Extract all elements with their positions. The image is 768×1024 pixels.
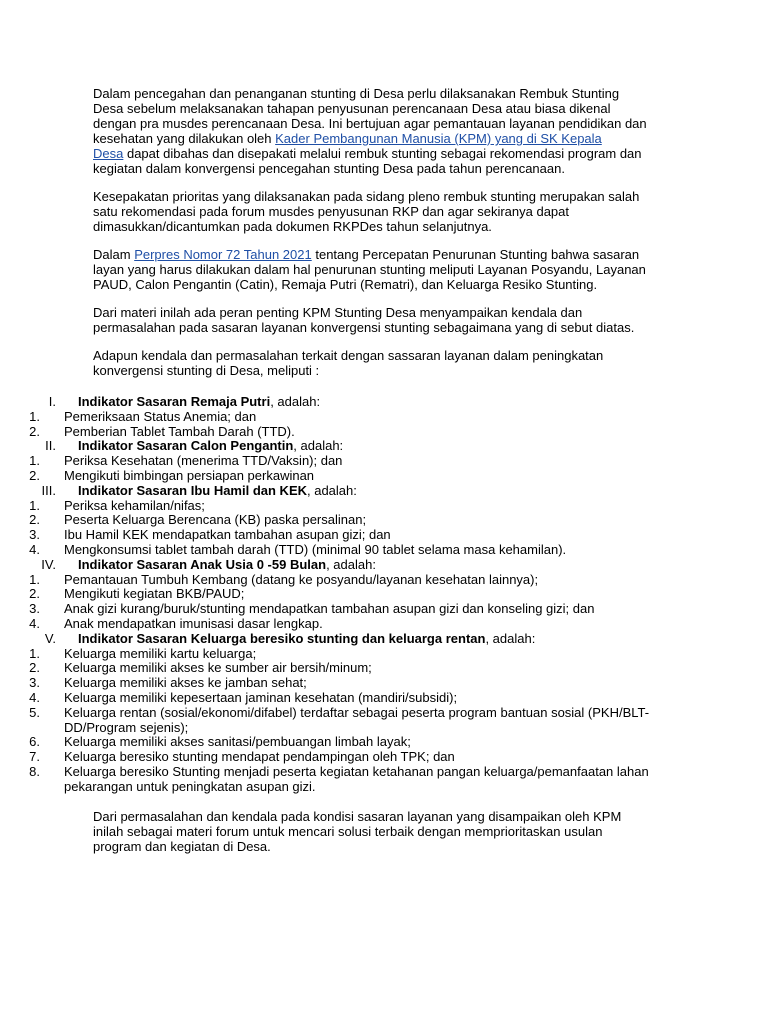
list-item-text: Ibu Hamil KEK mendapatkan tambahan asupan gizi; dan	[64, 527, 391, 543]
list-item-number: 4.	[29, 689, 40, 705]
list-item-text: Keluarga memiliki kepesertaan jaminan kesehatan (mandiri/subsidi);	[64, 689, 458, 705]
section-suffix: , adalah:	[307, 482, 357, 498]
section-title-line	[78, 632, 535, 647]
section-heading	[0, 632, 700, 647]
section-title-line	[78, 395, 320, 410]
paragraph-perpres-text-b: tentang Percepatan Penurunan Stunting bahwa sasaran layan yang harus dilakukan dalam hal penurunan stunting meliputi Layanan Posyandu, Layanan PAUD, Calon Pengantin (Catin), Remaja Putri (Rematri), dan Keluarga Resiko Stunting.	[93, 247, 646, 292]
list-item	[0, 750, 700, 765]
section-numeral: III.	[41, 482, 56, 498]
list-item-number: 4.	[29, 541, 40, 557]
list-item-number: 3.	[29, 527, 40, 543]
list-item-number: 3.	[29, 675, 40, 691]
section-title: Indikator Sasaran Remaja Putri	[78, 394, 271, 409]
section-title: Indikator Sasaran Calon Pengantin	[78, 438, 294, 454]
paragraph-perpres-text-a: Dalam	[93, 247, 135, 262]
list-item-number: 6.	[29, 734, 40, 750]
list-item-text: Pemantauan Tumbuh Kembang (datang ke posyandu/layanan kesehatan lainnya);	[64, 571, 539, 587]
list-item-text: Keluarga memiliki kartu keluarga;	[64, 645, 257, 661]
section-numeral: I.	[48, 394, 56, 409]
list-item	[0, 587, 700, 602]
list-item-number: 7.	[29, 749, 40, 765]
paragraph-intro-text-a: Dalam pencegahan dan penanganan stunting di Desa perlu dilaksanakan Rembuk Stunting Desa sebelum melaksanakan tahapan penyusunan perencanaan Desa atau biasa dikenal dengan pra musdes perencanaan Desa. Ini bertujuan agar pemantauan layanan pendidikan dan kesehatan yang dilakukan oleh	[93, 86, 647, 146]
section-heading	[0, 395, 700, 410]
section-title: Indikator Sasaran Ibu Hamil dan KEK	[78, 482, 307, 498]
paragraph-kpm-role: Dari materi inilah ada peran penting KPM Stunting Desa menyampaikan kendala dan permasalahan pada sasaran layanan konvergensi stunting sebagaimana yang di sebut diatas.	[93, 305, 635, 335]
paragraph-kendala: Adapun kendala dan permasalahan terkait dengan sassaran layanan dalam peningkatan konvergensi stunting di Desa, meliputi :	[93, 348, 604, 378]
list-item-number: 2.	[29, 423, 40, 439]
list-item-text: Keluarga memiliki akses ke sumber air bersih/minum;	[64, 660, 372, 676]
section-title: Indikator Sasaran Anak Usia 0 -59 Bulan	[78, 556, 327, 572]
list-item-text: Pemberian Tablet Tambah Darah (TTD).	[64, 423, 295, 439]
list-item	[0, 602, 700, 617]
list-item-text: Keluarga beresiko stunting mendapat pendampingan oleh TPK; dan	[64, 749, 455, 765]
list-item-text: Mengikuti bimbingan persiapan perkawinan	[64, 467, 315, 483]
paragraph-conclusion: Dari permasalahan dan kendala pada kondisi sasaran layanan yang disampaikan oleh KPM inilah sebagai materi forum untuk mencari solusi terbaik dengan memprioritaskan usulan program dan kegiatan di Desa.	[93, 809, 622, 854]
list-item-number: 2.	[29, 660, 40, 676]
list-item	[0, 499, 700, 514]
list-item	[0, 410, 700, 425]
section-numeral: V.	[44, 630, 56, 646]
section-suffix: , adalah:	[326, 556, 376, 572]
list-item-number: 2.	[29, 467, 40, 483]
list-item	[0, 647, 700, 662]
kpm-link[interactable]: Kader Pembangunan Manusia (KPM) yang di SK Kepala Desa	[93, 131, 602, 161]
list-item-number: 1.	[29, 571, 40, 587]
list-item-text: Pemeriksaan Status Anemia; dan	[64, 408, 257, 424]
section-title-line	[78, 439, 343, 454]
list-item	[0, 513, 700, 528]
list-item-number: 1.	[29, 645, 40, 661]
section-title-line	[78, 484, 357, 499]
list-item-number: 1.	[29, 497, 40, 513]
indicator-list	[0, 395, 700, 795]
list-item	[0, 706, 700, 736]
section-title-line	[78, 558, 376, 573]
list-item-text: Peserta Keluarga Berencana (KB) paska persalinan;	[64, 512, 367, 528]
list-item-text: Anak mendapatkan imunisasi dasar lengkap.	[64, 615, 323, 631]
list-item	[0, 543, 700, 558]
list-item	[0, 469, 700, 484]
section-suffix: , adalah:	[293, 438, 344, 454]
list-item	[0, 425, 700, 440]
list-item	[0, 765, 700, 795]
list-item-text: Anak gizi kurang/buruk/stunting mendapatkan tambahan asupan gizi dan konseling gizi; dan	[64, 601, 595, 617]
section-suffix: , adalah:	[485, 630, 536, 646]
list-item-number: 1.	[29, 408, 40, 424]
list-item	[0, 617, 700, 632]
list-item-text: Keluarga memiliki akses ke jamban sehat;	[64, 675, 307, 691]
list-item-text: Keluarga rentan (sosial/ekonomi/difabel) terdaftar sebagai peserta program bantuan sosial (PKH/BLT-DD/Program sejenis);	[64, 704, 650, 735]
list-item-text: Keluarga memiliki akses sanitasi/pembuangan limbah layak;	[64, 734, 411, 750]
section-heading	[0, 439, 700, 454]
list-item	[0, 573, 700, 588]
list-item	[0, 691, 700, 706]
list-item	[0, 661, 700, 676]
paragraph-intro	[93, 86, 693, 176]
list-item-number: 4.	[29, 615, 40, 631]
section-title: Indikator Sasaran Keluarga beresiko stunting dan keluarga rentan	[78, 630, 486, 646]
list-item-number: 2.	[29, 512, 40, 528]
section-heading	[0, 484, 700, 499]
list-item	[0, 676, 700, 691]
paragraph-intro-text-b: dapat dibahas dan disepakati melalui rembuk stunting sebagai rekomendasi program dan kegiatan dalam konvergensi pencegahan stunting Desa pada tahun perencanaan.	[93, 146, 642, 176]
list-item-text: Mengkonsumsi tablet tambah darah (TTD) (minimal 90 tablet selama masa kehamilan).	[64, 541, 567, 557]
paragraph-perpres	[93, 247, 693, 292]
section-heading	[0, 558, 700, 573]
list-item-number: 8.	[29, 763, 40, 779]
list-item-text: Periksa kehamilan/nifas;	[64, 497, 205, 513]
section-numeral: II.	[45, 438, 56, 454]
perpres-link[interactable]: Perpres Nomor 72 Tahun 2021	[134, 247, 312, 262]
list-item-number: 1.	[29, 453, 40, 469]
list-item-text: Mengikuti kegiatan BKB/PAUD;	[64, 586, 245, 602]
list-item-number: 3.	[29, 601, 40, 617]
list-item	[0, 735, 700, 750]
list-item-number: 2.	[29, 586, 40, 602]
list-item-text: Periksa Kesehatan (menerima TTD/Vaksin); dan	[64, 453, 343, 469]
section-suffix: , adalah:	[270, 394, 321, 409]
list-item-text: Keluarga beresiko Stunting menjadi peserta kegiatan ketahanan pangan keluarga/pemanfaatan lahan pekarangan untuk peningkatan asupan gizi.	[64, 763, 649, 794]
paragraph-kesepakatan: Kesepakatan prioritas yang dilaksanakan pada sidang pleno rembuk stunting merupakan salah satu rekomendasi pada forum musdes penyusunan RKP dan agar sekiranya dapat dimasukkan/dicantumkan pada dokumen RKPDes tahun selanjutnya.	[93, 189, 640, 234]
section-numeral: IV.	[41, 556, 56, 572]
list-item-number: 5.	[29, 704, 40, 720]
list-item	[0, 454, 700, 469]
list-item	[0, 528, 700, 543]
